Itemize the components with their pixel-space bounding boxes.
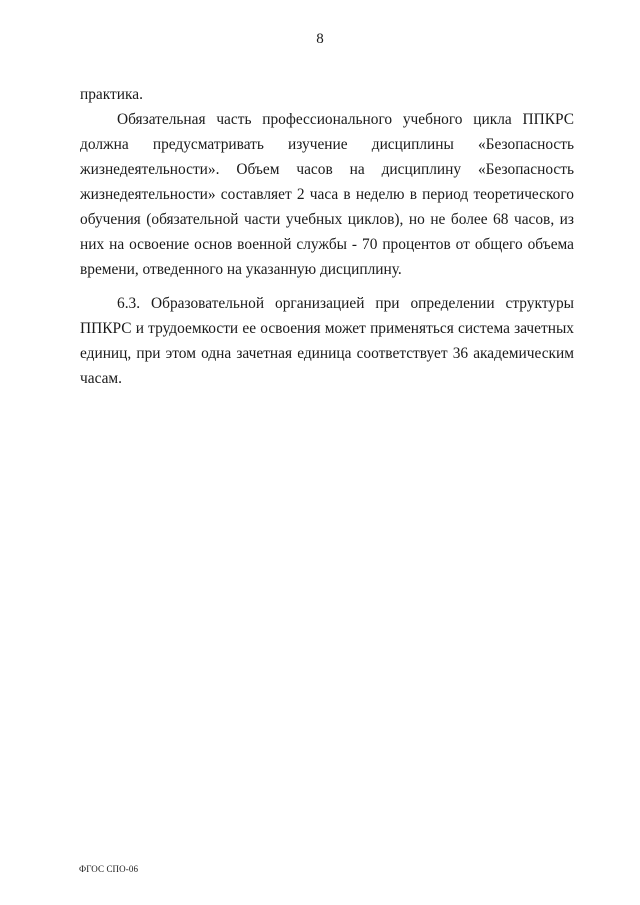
footer-document-code: ФГОС СПО-06 — [79, 864, 139, 874]
page-number: 8 — [316, 31, 324, 47]
paragraph-continuation: практика. — [80, 86, 143, 103]
paragraph-section-6-3: 6.3. Образовательной организацией при определении структуры ППКРС и трудоемкости ее освоения может применяться система зачетных единиц, при этом одна зачетная единица соответствует 36 академическим часам. — [80, 295, 574, 387]
paragraph-mandatory-part: Обязательная часть профессионального учебного цикла ППКРС должна предусматривать изучение дисциплины «Безопасность жизнедеятельности». Объем часов на дисциплину «Безопасность жизнедеятельности» составляет 2 часа в неделю в период теоретического обучения (обязательной части учебных циклов), но не более 68 часов, из них на освоение основ военной службы - 70 процентов от общего объема времени, отведенного на указанную дисциплину. — [80, 111, 574, 278]
document-body — [80, 82, 574, 391]
